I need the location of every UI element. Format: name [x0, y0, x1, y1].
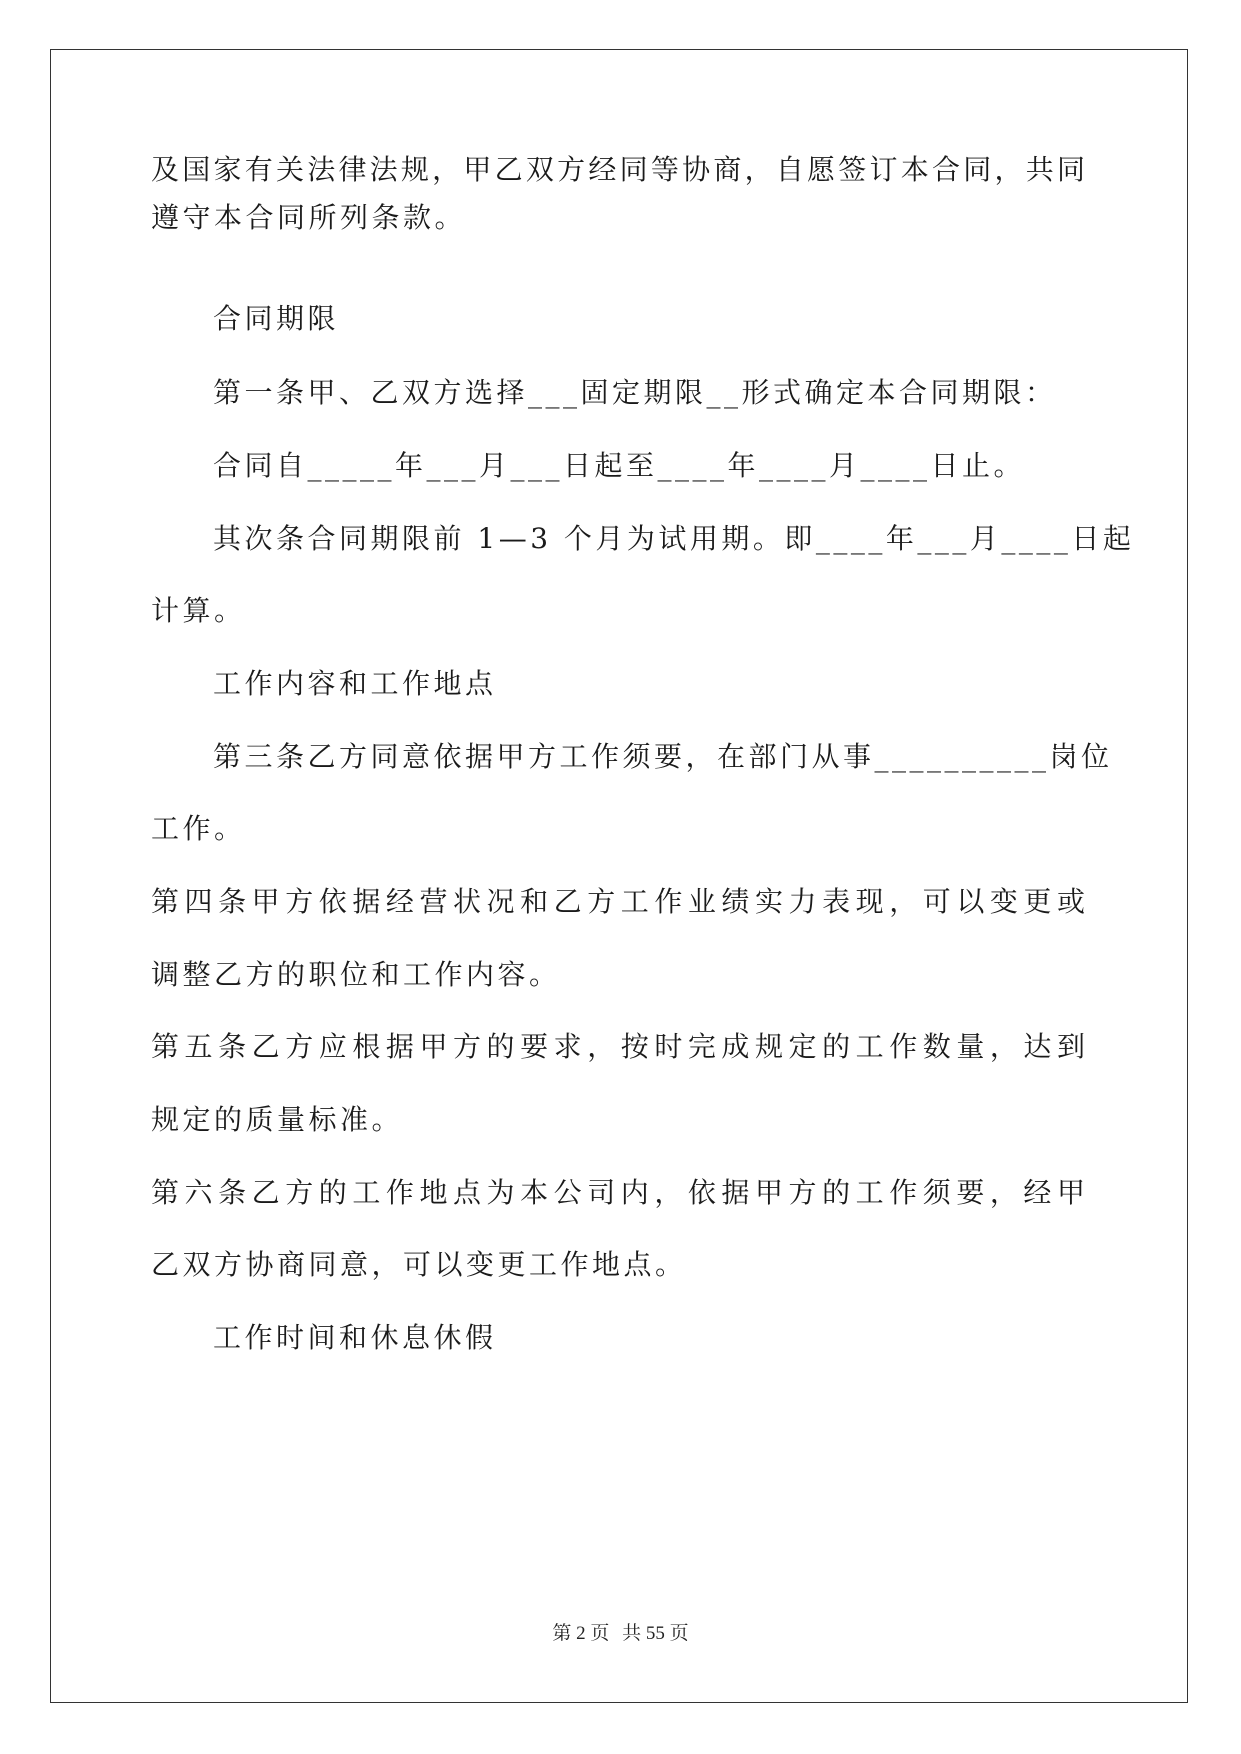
paragraph-line: 计算。: [151, 594, 246, 627]
page-number: 第 2 页: [552, 1623, 610, 1644]
paragraph-line: 合同自_____年___月___日起至____年____月____日止。: [213, 449, 1026, 482]
paragraph-line: 第五条乙方应根据甲方的要求，按时完成规定的工作数量，达到: [151, 1030, 1085, 1063]
paragraph-line: 遵守本合同所列条款。: [151, 201, 467, 234]
paragraph-line: 调整乙方的职位和工作内容。: [151, 958, 561, 991]
paragraph-line: 第三条乙方同意依据甲方工作须要，在部门从事__________岗位: [213, 740, 1113, 773]
paragraph-line: 工作。: [151, 812, 246, 845]
page-footer: [0, 1618, 1241, 1645]
paragraph-line: 其次条合同期限前 1—3 个月为试用期。即____年___月____日起: [213, 522, 1135, 555]
paragraph-line: 第四条甲方依据经营状况和乙方工作业绩实力表现，可以变更或: [151, 885, 1085, 918]
paragraph-line: 规定的质量标准。: [151, 1103, 404, 1136]
page-border: [50, 49, 1188, 1703]
paragraph-line: 乙双方协商同意，可以变更工作地点。: [151, 1248, 687, 1281]
paragraph-line: 及国家有关法律法规，甲乙双方经同等协商，自愿签订本合同，共同: [151, 153, 1085, 186]
page-total: 共 55 页: [622, 1623, 689, 1644]
section-heading: 工作时间和休息休假: [213, 1321, 497, 1354]
paragraph-line: 第一条甲、乙双方选择___固定期限__形式确定本合同期限：: [213, 376, 1057, 409]
paragraph-line: 第六条乙方的工作地点为本公司内，依据甲方的工作须要，经甲: [151, 1176, 1085, 1209]
section-heading: 合同期限: [213, 302, 340, 335]
section-heading: 工作内容和工作地点: [213, 667, 497, 700]
